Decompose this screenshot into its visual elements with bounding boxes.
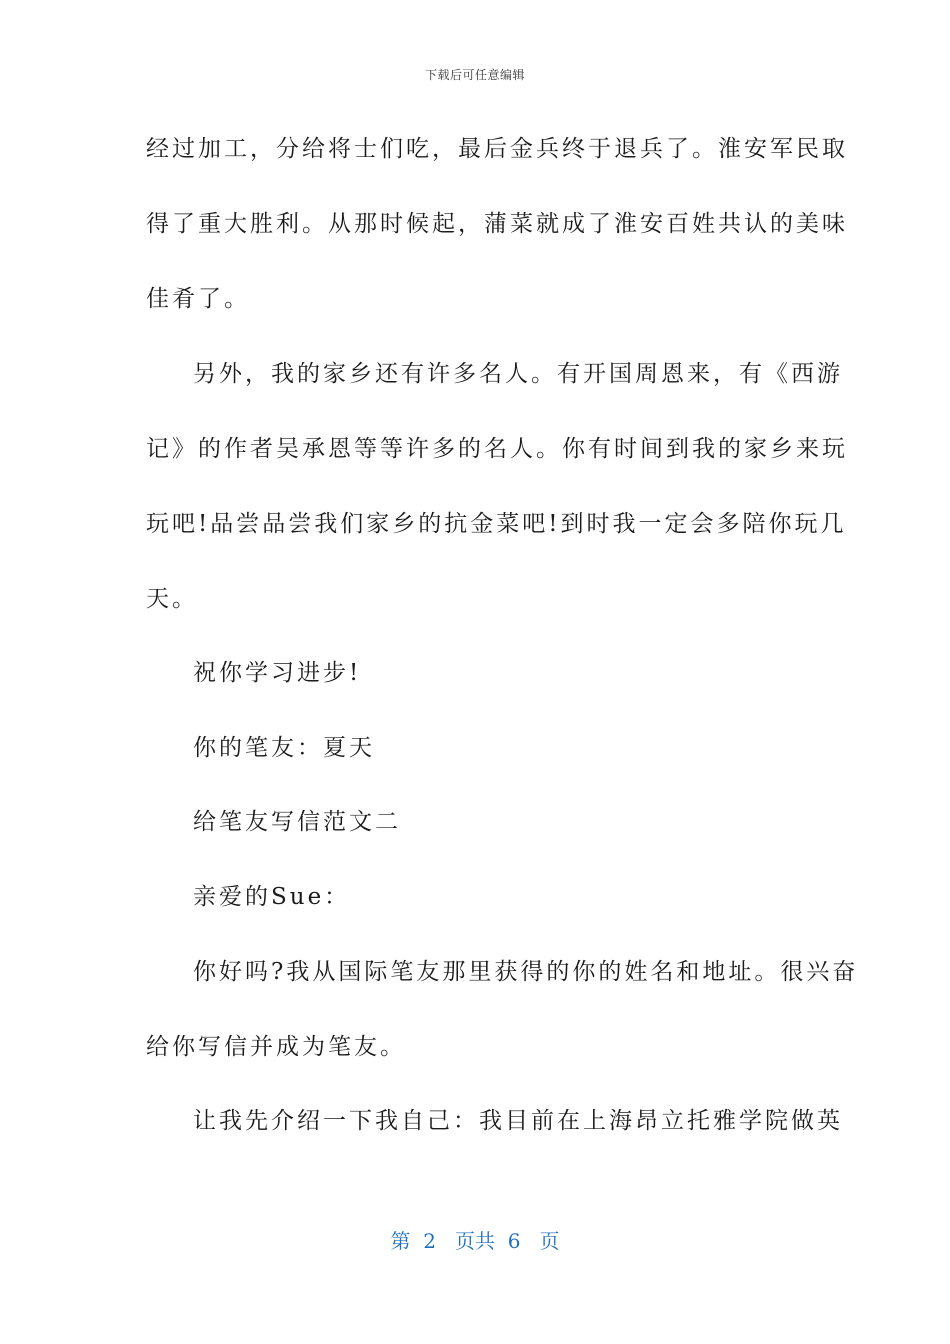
salutation: 亲爱的Sue： — [193, 884, 351, 910]
body-line: 让我先介绍一下我自己：我目前在上海昂立托雅学院做英 — [193, 1108, 843, 1134]
body-line: 天。 — [146, 586, 198, 612]
body-line: 得了重大胜利。从那时候起，蒲菜就成了淮安百姓共认的美味 — [146, 211, 848, 237]
section-title: 给笔友写信范文二 — [193, 809, 401, 835]
signature-line: 你的笔友：夏天 — [193, 735, 375, 761]
page-number-footer: 第 2 页共 6 页 — [390, 1229, 560, 1253]
body-line: 祝你学习进步! — [193, 660, 362, 686]
body-line: 你好吗?我从国际笔友那里获得的你的姓名和地址。很兴奋 — [193, 959, 859, 985]
body-line: 记》的作者吴承恩等等许多的名人。你有时间到我的家乡来玩 — [146, 436, 848, 462]
page-header: 下载后可任意编辑 — [424, 68, 525, 82]
body-line: 玩吧!品尝品尝我们家乡的抗金菜吧!到时我一定会多陪你玩几 — [146, 511, 847, 537]
body-line: 给你写信并成为笔友。 — [146, 1034, 406, 1060]
body-line: 另外，我的家乡还有许多名人。有开国周恩来，有《西游 — [193, 361, 843, 387]
body-line: 经过加工，分给将士们吃，最后金兵终于退兵了。淮安军民取 — [146, 136, 848, 162]
body-line: 佳肴了。 — [146, 286, 250, 312]
